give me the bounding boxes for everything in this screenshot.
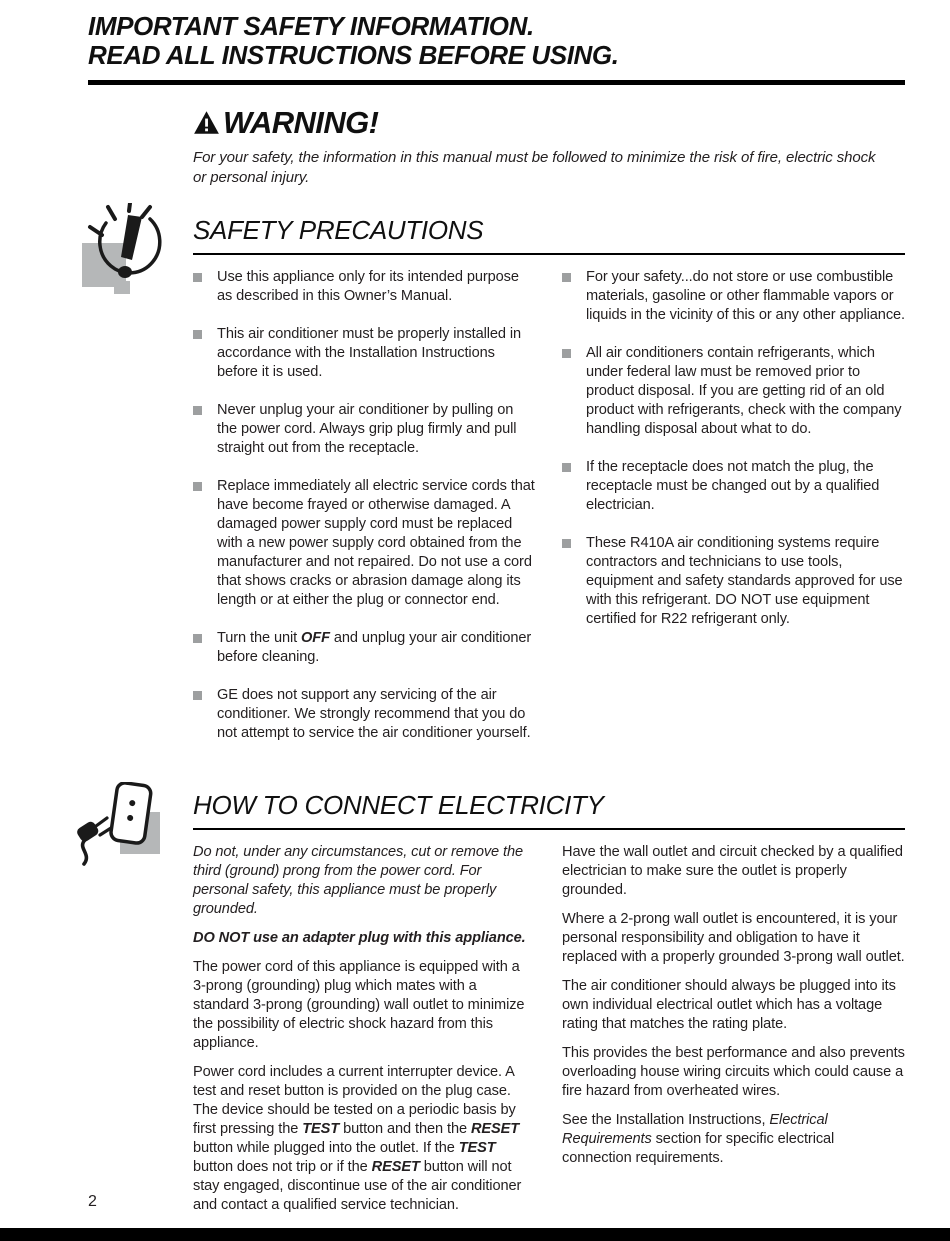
performance-paragraph: This provides the best performance and also prevents overloading house wiring circuits which could cause a fire hazard from overheated wires. [562,1045,905,1100]
adapter-plug-note: DO NOT use an adapter plug with this appliance. [193,930,526,947]
safety-heading: SAFETY PRECAUTIONS [193,215,905,255]
grounding-warning-text: Do not, under any circumstances, cut or remove the third (ground) prong from the power cord. For personal safety, this appliance must be properly grounded. [193,844,524,918]
safety-bullet-item [193,325,536,392]
bullet-text: These R410A air conditioning systems require contractors and technicians to use tools, equipment and safety standards approved for use with this refrigerant. DO NOT use equipment certified for R22 refrigerant only. [586,535,903,628]
safety-bullet-item [193,686,536,753]
safety-bullet-item [193,629,536,677]
alert-burst-icon [76,203,176,303]
warning-title [193,105,890,141]
bullet-text: Turn the unit OFF and unplug your air conditioner before cleaning. [217,630,532,666]
safety-icon-cell [0,215,193,762]
electricity-icon-cell [0,790,193,1225]
bullet-text: This air conditioner must be properly installed in accordance with the Installation Instructions before it is used. [217,326,522,381]
bullet-text: GE does not support any servicing of the air conditioner. We strongly recommend that you do not attempt to service the air conditioner yourself. [217,687,531,742]
warning-triangle-icon [193,110,220,135]
bullet-square-icon [562,463,571,472]
safety-bullet-item [562,458,905,525]
bullet-text: If the receptacle does not match the plug, the receptacle must be changed out by a qualified electrician. [586,459,880,514]
test-reset-paragraph: Power cord includes a current interrupter device. A test and reset button is provided on the plug case. The device should be tested on a periodic basis by first pressing the TEST button and then the RESET button while plugged into the outlet. If the TEST button does not trip or if the RESET button will not stay engaged, discontinue use of the air conditioner and contact a qualified service technician. [193,1064,522,1214]
page-title-line2: READ ALL INSTRUCTIONS BEFORE USING. [88,40,619,71]
outlet-check-paragraph: Have the wall outlet and circuit checked by a qualified electrician to make sure the outlet is properly grounded. [562,844,903,899]
power-plug-icon [76,782,168,873]
electricity-section [0,790,950,1225]
bullet-text: For your safety...do not store or use combustible materials, gasoline or other flammable vapors or liquids in the vicinity of this or any other appliance. [586,269,905,324]
safety-content [193,215,905,762]
safety-left-column [193,268,536,762]
bullet-text: Replace immediately all electric service cords that have become frayed or otherwise damaged. A damaged power supply cord must be replaced with a new power supply cord obtained from the manufacturer and not repaired. Do not use a cord that shows cracks or abrasion damage along its length or at either the plug or connector end. [217,478,535,609]
safety-section [0,215,950,762]
page-title [88,12,905,71]
electricity-right-column [562,843,905,1225]
safety-bullet-item [562,534,905,639]
bullet-square-icon [562,539,571,548]
electricity-left-column [193,843,536,1225]
bullet-square-icon [193,273,202,282]
bullet-square-icon [562,349,571,358]
bullet-square-icon [193,406,202,415]
warning-title-text: WARNING! [223,104,379,140]
page-number: 2 [88,1193,97,1210]
bullet-square-icon [193,330,202,339]
warning-section [193,105,890,188]
safety-bullet-item [193,401,536,468]
bullet-square-icon [193,634,202,643]
electricity-content [193,790,905,1225]
safety-bullet-item [562,268,905,335]
two-prong-paragraph: Where a 2-prong wall outlet is encountered, it is your personal responsibility and obligation to have it replaced with a properly grounded 3-prong wall outlet. [562,911,905,966]
individual-outlet-paragraph: The air conditioner should always be plugged into its own individual electrical outlet which has a voltage rating that matches the rating plate. [562,978,896,1033]
electricity-heading: HOW TO CONNECT ELECTRICITY [193,790,905,830]
safety-columns [193,268,905,762]
bottom-bar [0,1228,950,1241]
header-rule [88,80,905,85]
electricity-columns [193,843,905,1225]
bullet-text: Never unplug your air conditioner by pulling on the power cord. Always grip plug firmly and pull straight out from the receptacle. [217,402,517,457]
power-cord-paragraph: The power cord of this appliance is equipped with a 3-prong (grounding) plug which mates with a standard 3-prong (grounding) wall outlet to minimize the possibility of electric shock hazard from this appliance. [193,959,525,1052]
safety-bullet-item [193,268,536,316]
safety-right-column [562,268,905,762]
bullet-text: Use this appliance only for its intended purpose as described in this Owner’s Manual. [217,269,519,305]
warning-body: For your safety, the information in this manual must be followed to minimize the risk of fire, electric shock or personal injury. [193,148,876,186]
bullet-text: All air conditioners contain refrigerants, which under federal law must be removed prior to product disposal. If you are getting rid of an old product with refrigerants, check with the company handling disposal about what to do. [586,345,902,438]
bullet-square-icon [193,482,202,491]
page-header [0,0,950,71]
bullet-square-icon [193,691,202,700]
page-title-line1: IMPORTANT SAFETY INFORMATION. [88,11,534,41]
installation-instructions-paragraph: See the Installation Instructions, Electrical Requirements section for specific electrical connection requirements. [562,1112,835,1167]
bullet-square-icon [562,273,571,282]
safety-bullet-item [193,477,536,620]
safety-bullet-item [562,344,905,449]
